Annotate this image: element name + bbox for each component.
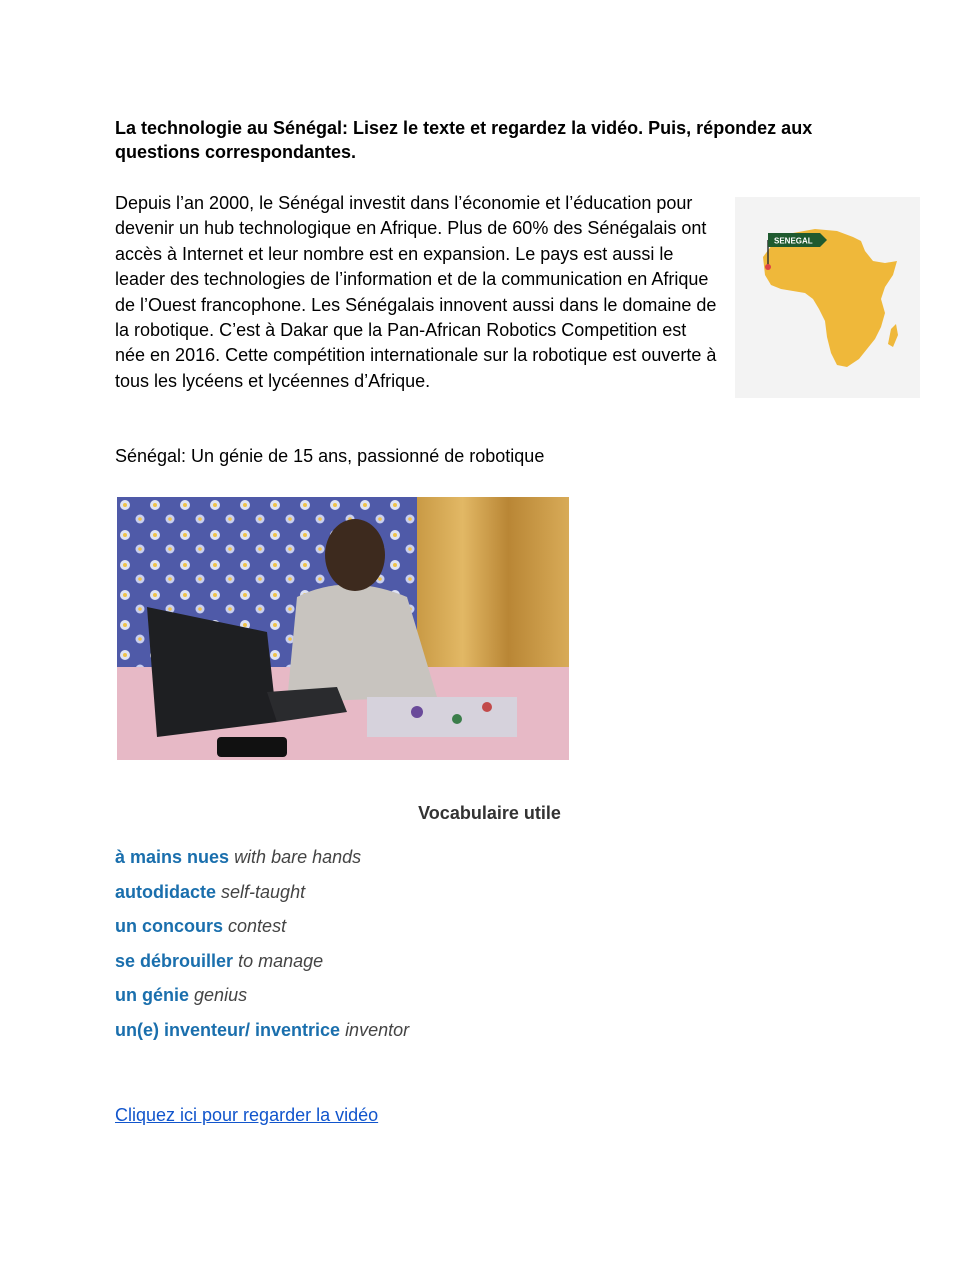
madagascar-shape xyxy=(888,324,898,347)
page-heading: La technologie au Sénégal: Lisez le texte et regardez la vidéo. Puis, répondez aux questions correspondantes. xyxy=(115,118,813,162)
vocabulary-definition: contest xyxy=(228,916,287,937)
vocabulary-item xyxy=(115,1018,815,1053)
vocabulary-item xyxy=(115,983,815,1018)
vocabulary-definition: self-taught xyxy=(221,881,306,902)
video-title: Sénégal: Un génie de 15 ans, passionné de robotique xyxy=(115,446,545,466)
electronics-parts xyxy=(367,697,517,737)
vocabulary-item xyxy=(115,845,815,880)
vocabulary-definition: with bare hands xyxy=(234,847,362,867)
phone xyxy=(217,737,287,757)
intro-text: Depuis l’an 2000, le Sénégal investit dans l’économie et l’éducation pour devenir un hub technologique en Afrique. Plus de 60% des Sénégalais ont accès à Internet et leur nombre est en expansion. Le pays est aussi le leader des technologies de l’information et de la communication en Afrique de l’Ouest francophone. Les Sénégalais innovent aussi dans le domaine de la robotique. C’est à Dakar que la Pan-African Robotics Competition est née en 2016. Cette compétition internationale sur la robotique est ouverte à tous les lycéens et lycéennes d’Afrique. xyxy=(115,193,717,391)
robotics-student-photo xyxy=(117,497,569,760)
vocabulary-definition: to manage xyxy=(238,950,324,971)
vocabulary-term: un génie xyxy=(115,985,190,1006)
africa-map-image xyxy=(735,197,920,398)
africa-map-graphic xyxy=(735,197,920,398)
senegal-marker xyxy=(765,264,771,270)
component xyxy=(452,714,462,724)
vocabulary-item xyxy=(115,949,815,984)
watch-video-link[interactable]: Cliquez ici pour regarder la vidéo xyxy=(115,1105,379,1125)
vocabulary-item xyxy=(115,914,815,949)
vocabulary-item xyxy=(115,880,815,915)
component xyxy=(482,702,492,712)
vocabulary-definition: inventor xyxy=(345,1019,410,1040)
student-photo-graphic xyxy=(117,497,569,760)
vocabulary-term: un(e) inventeur/ inventrice xyxy=(115,1019,341,1040)
vocabulary-title: Vocabulaire utile xyxy=(418,803,561,823)
student-head xyxy=(325,519,385,591)
vocabulary-term: se débrouiller xyxy=(115,950,234,971)
vocabulary-term: à mains nues xyxy=(115,847,230,867)
vocabulary-term: autodidacte xyxy=(115,881,217,902)
component xyxy=(411,706,423,718)
vocabulary-term: un concours xyxy=(115,916,224,937)
senegal-map-label: SENEGAL xyxy=(774,236,813,246)
vocabulary-definition: genius xyxy=(194,985,248,1006)
vocabulary-list xyxy=(115,845,815,1053)
africa-continent-shape xyxy=(763,229,897,367)
intro-paragraph xyxy=(115,191,720,394)
